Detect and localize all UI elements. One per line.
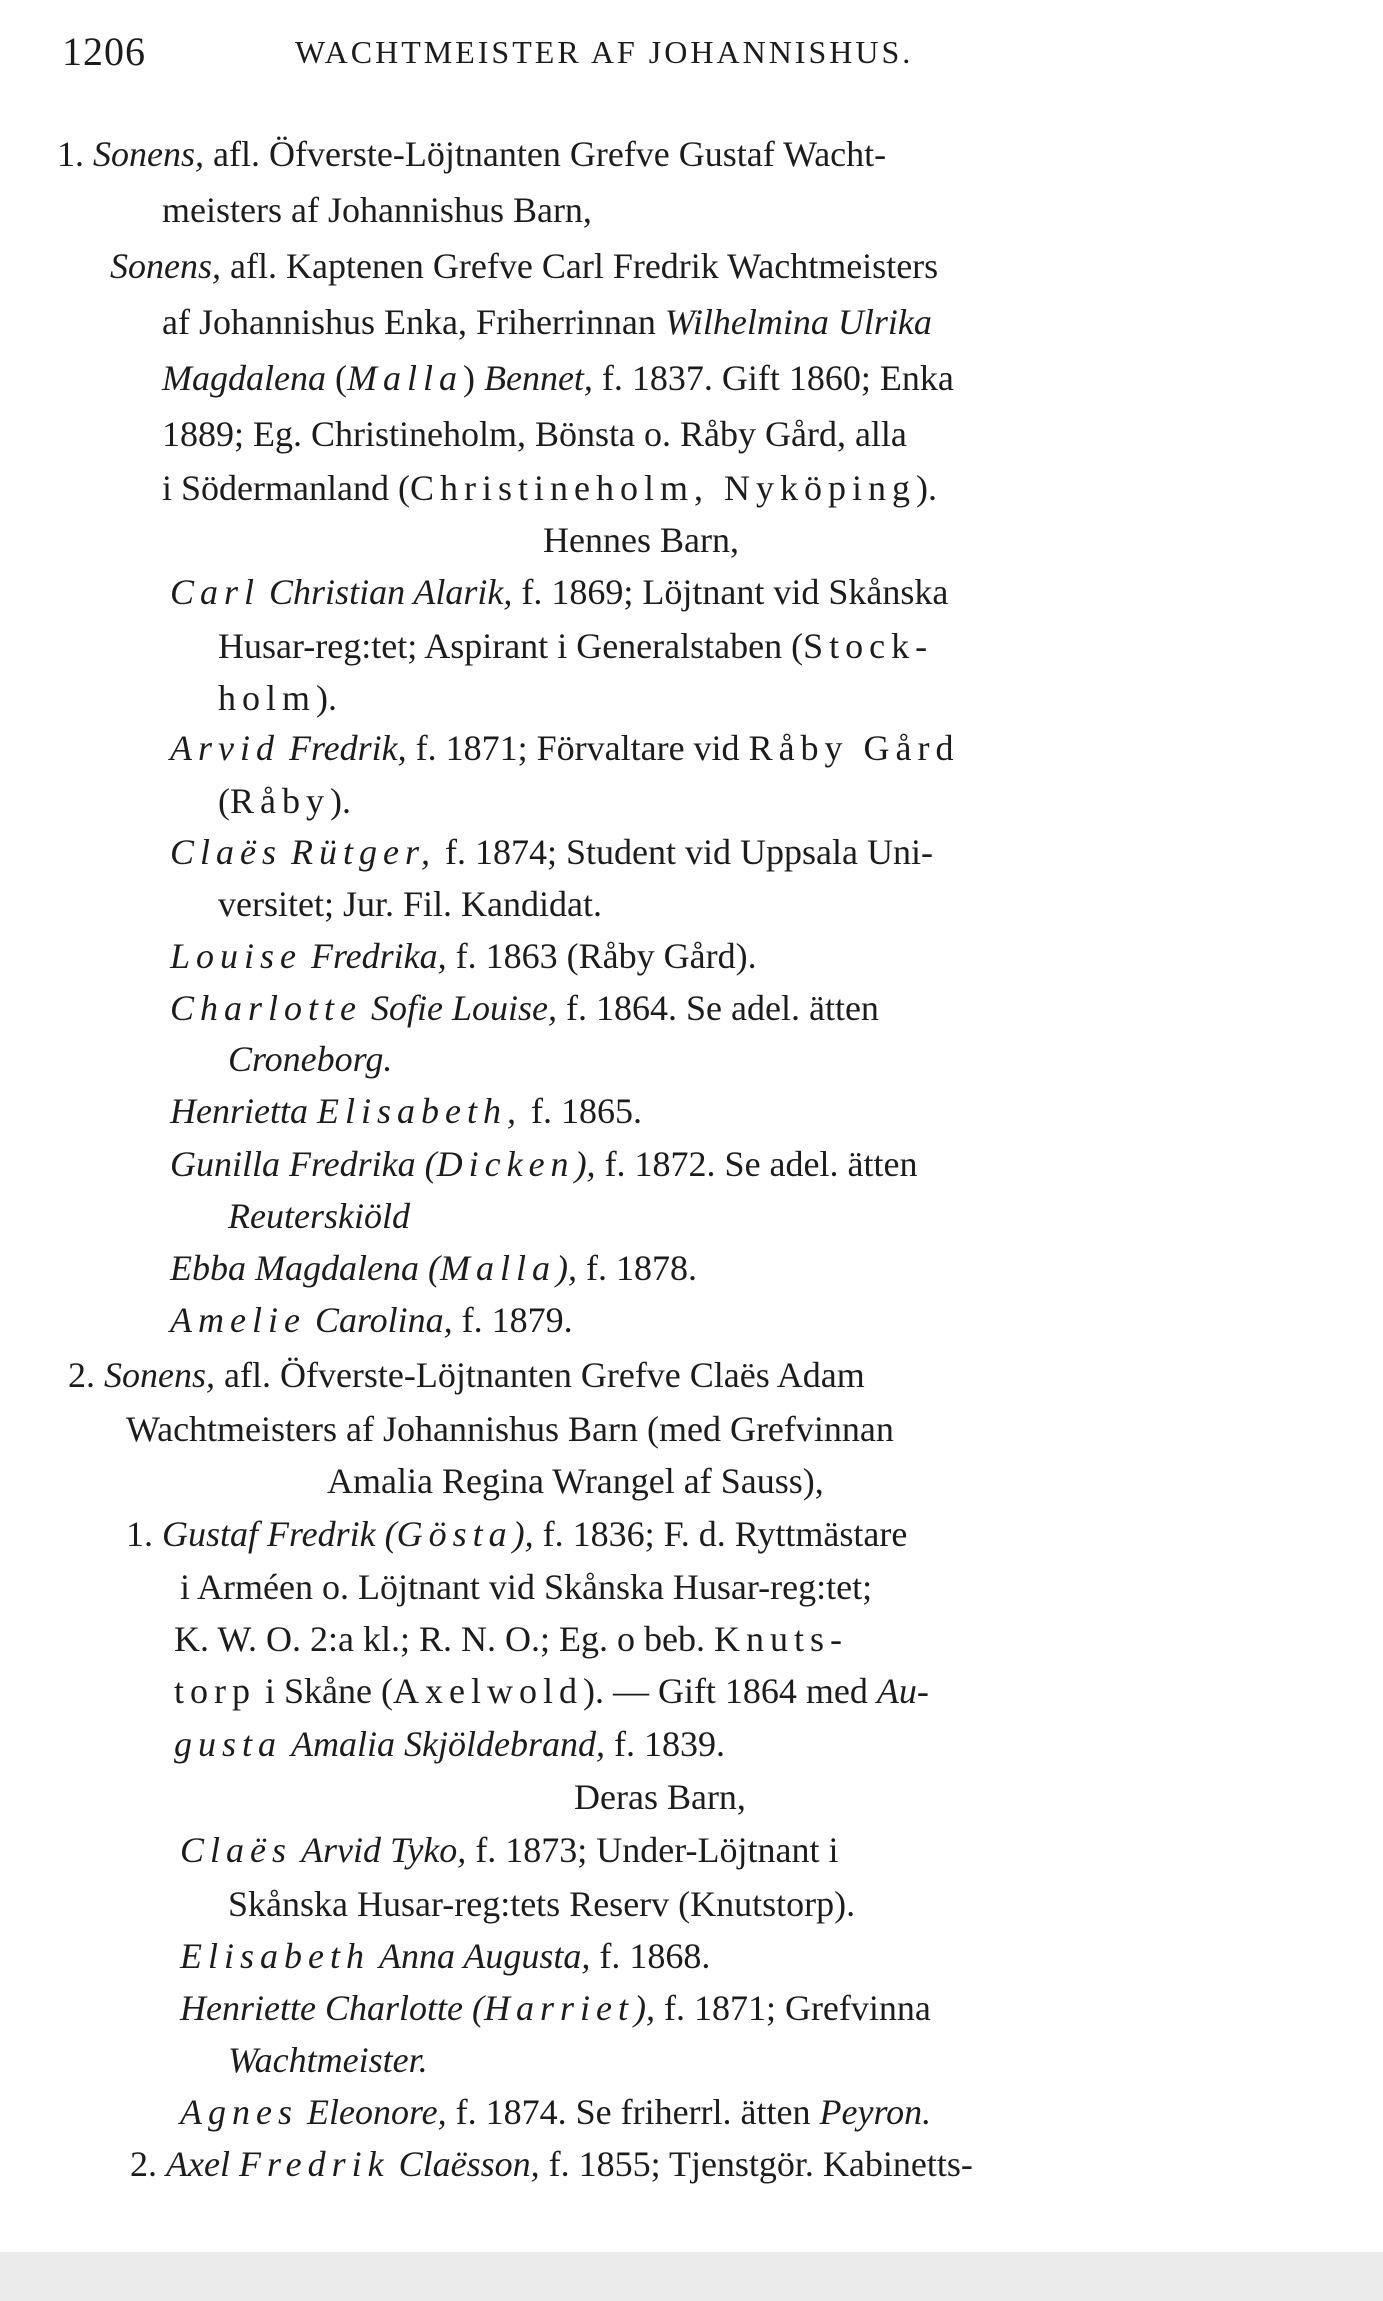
text-line: Croneborg. <box>228 1039 393 1079</box>
text-line: torp i Skåne (Axelwold). — Gift 1864 med Au- <box>174 1671 929 1711</box>
text-line: gusta Amalia Skjöldebrand, f. 1839. <box>174 1724 725 1764</box>
text-line: Wachtmeisters af Johannishus Barn (med Grefvinnan <box>126 1409 894 1449</box>
child-entry: Louise Fredrika, f. 1863 (Råby Gård). <box>170 936 757 976</box>
page-header <box>62 28 1312 78</box>
text-line: Reuterskiöld <box>228 1196 410 1236</box>
child-entry: Arvid Fredrik, f. 1871; Förvaltare vid Råby Gård <box>170 728 960 768</box>
text-line: i Arméen o. Löjtnant vid Skånska Husar-reg:tet; <box>180 1567 873 1607</box>
child-entry: Gunilla Fredrika (Dicken), f. 1872. Se adel. ätten <box>170 1144 918 1184</box>
text-line: (Råby). <box>218 781 351 821</box>
child-entry: Henriette Charlotte (Harriet), f. 1871; Grefvinna <box>180 1988 931 2028</box>
text-line: meisters af Johannishus Barn, <box>162 190 592 230</box>
text-line: versitet; Jur. Fil. Kandidat. <box>218 884 602 924</box>
text-line: K. W. O. 2:a kl.; R. N. O.; Eg. o beb. Knuts- <box>174 1619 848 1659</box>
child-entry: Charlotte Sofie Louise, f. 1864. Se adel. ätten <box>170 988 879 1028</box>
subheading: Hennes Barn, <box>543 520 739 560</box>
text-line: i Södermanland (Christineholm, Nyköping). <box>162 468 937 508</box>
child-entry: Amelie Carolina, f. 1879. <box>170 1300 573 1340</box>
child-entry: Carl Christian Alarik, f. 1869; Löjtnant vid Skånska <box>170 572 949 612</box>
child-entry: Agnes Eleonore, f. 1874. Se friherrl. ätten Peyron. <box>180 2092 932 2132</box>
text-line: Magdalena (Malla) Bennet, f. 1837. Gift 1860; Enka <box>162 358 954 398</box>
text-line: 2. Sonens, afl. Öfverste-Löjtnanten Grefve Claës Adam <box>68 1355 865 1395</box>
text-line: Amalia Regina Wrangel af Sauss), <box>327 1461 824 1501</box>
text-line: Wachtmeister. <box>228 2040 428 2080</box>
text-line: 1889; Eg. Christineholm, Bönsta o. Råby Gård, alla <box>162 414 907 454</box>
child-entry: Claës Arvid Tyko, f. 1873; Under-Löjtnant i <box>180 1830 839 1870</box>
text-line: Sonens, afl. Kaptenen Grefve Carl Fredrik Wachtmeisters <box>110 246 939 286</box>
child-entry: Henrietta Elisabeth, f. 1865. <box>170 1091 642 1131</box>
text-line: 2. Axel Fredrik Claësson, f. 1855; Tjenstgör. Kabinetts- <box>130 2144 973 2184</box>
text-line: af Johannishus Enka, Friherrinnan Wilhelmina Ulrika <box>162 302 932 342</box>
page-number: 1206 <box>62 29 146 74</box>
running-title: WACHTMEISTER AF JOHANNISHUS. <box>295 34 914 70</box>
text-line: Husar-reg:tet; Aspirant i Generalstaben (Stock- <box>218 626 934 666</box>
child-entry: Claës Rütger, f. 1874; Student vid Uppsala Uni- <box>170 832 933 872</box>
text-line: 1. Gustaf Fredrik (Gösta), f. 1836; F. d. Ryttmästare <box>126 1514 908 1554</box>
subheading: Deras Barn, <box>574 1777 746 1817</box>
text-line: 1. Sonens, afl. Öfverste-Löjtnanten Grefve Gustaf Wacht- <box>57 134 887 174</box>
text-line: Skånska Husar-reg:tets Reserv (Knutstorp). <box>228 1884 856 1924</box>
text-line: holm). <box>218 678 338 718</box>
child-entry: Ebba Magdalena (Malla), f. 1878. <box>170 1248 697 1288</box>
child-entry: Elisabeth Anna Augusta, f. 1868. <box>180 1936 711 1976</box>
